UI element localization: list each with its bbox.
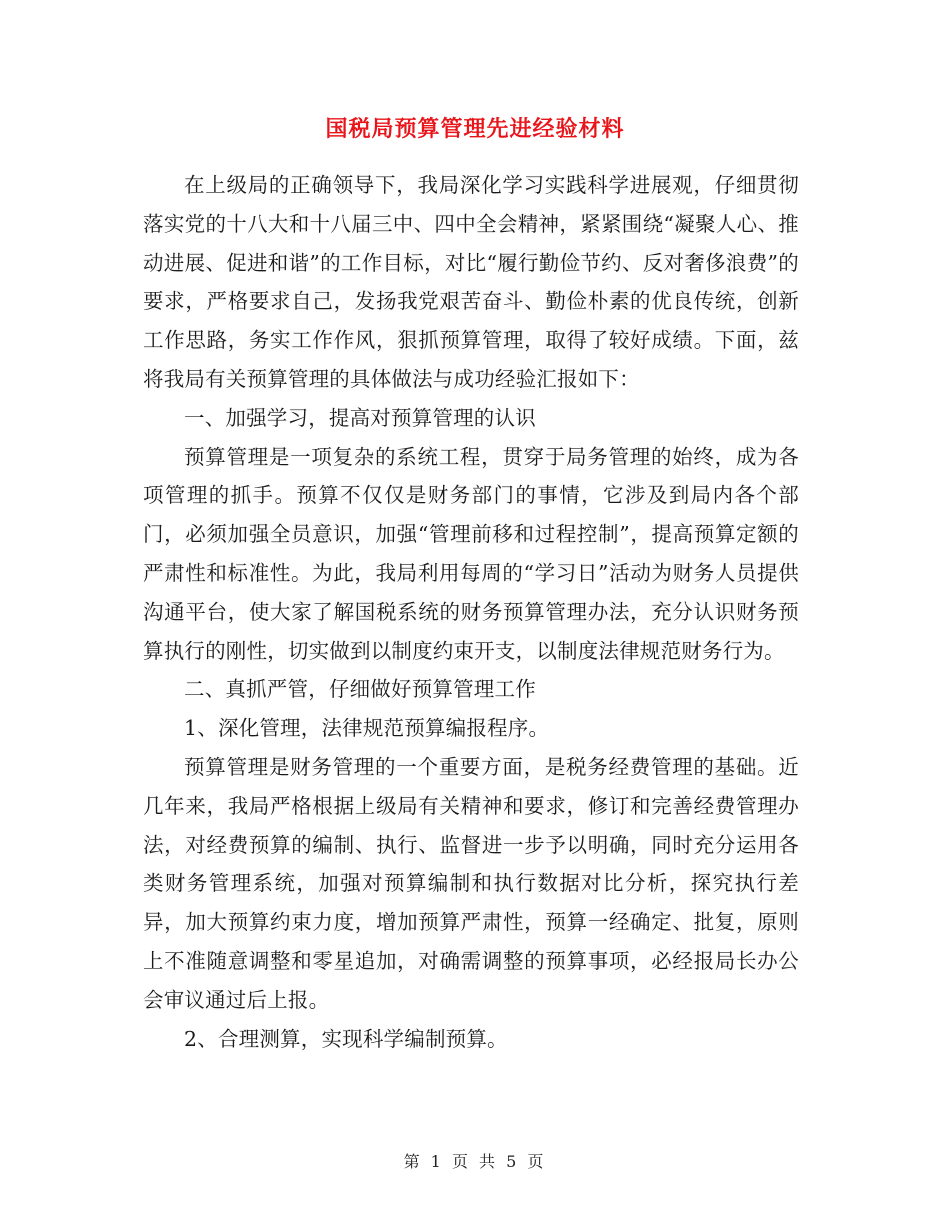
section-1-paragraph: 预算管理是一项复杂的系统工程，贯穿于局务管理的始终，成为各项管理的抓手。预算不仅仅是财务部门的事情，它涉及到局内各个部门，必须加强全员意识，加强“管理前移和过程控制”，提高预算定额的严肃性和标准性。为此，我局利用每周的“学习日”活动为财务人员提供沟通平台，使大家了解国税系统的财务预算管理办法，充分认识财务预算执行的刚性，切实做到以制度约束开支，以制度法律规范财务行为。	[143, 444, 799, 663]
section-heading-1: 一、加强学习，提高对预算管理的认识	[184, 405, 536, 430]
intro-paragraph: 在上级局的正确领导下，我局深化学习实践科学进展观，仔细贯彻落实党的十八大和十八届三中、四中全会精神，紧紧围绕“凝聚人心、推动进展、促进和谐”的工作目标，对比“履行勤俭节约、反对奢侈浪费”的要求，严格要求自己，发扬我党艰苦奋斗、勤俭朴素的优良传统，创新工作思路，务实工作作风，狠抓预算管理，取得了较好成绩。下面，兹将我局有关预算管理的具体做法与成功经验汇报如下：	[143, 173, 799, 391]
document-title: 国税局预算管理先进经验材料	[325, 117, 625, 142]
document-body	[143, 166, 799, 1058]
subsection-heading-1: 1、深化管理，法律规范预算编报程序。	[184, 716, 550, 741]
page-number-footer: 第 1 页 共 5 页	[403, 1152, 547, 1171]
subsection-1-paragraph: 预算管理是财务管理的一个重要方面，是税务经费管理的基础。近几年来，我局严格根据上级局有关精神和要求，修订和完善经费管理办法，对经费预算的编制、执行、监督进一步予以明确，同时充分运用各类财务管理系统，加强对预算编制和执行数据对比分析，探究执行差异，加大预算约束力度，增加预算严肃性，预算一经确定、批复，原则上不准随意调整和零星追加，对确需调整的预算事项，必经报局长办公会审议通过后上报。	[143, 754, 799, 1012]
subsection-heading-2: 2、合理测算，实现科学编制预算。	[184, 1026, 508, 1051]
section-heading-2: 二、真抓严管，仔细做好预算管理工作	[184, 677, 536, 702]
